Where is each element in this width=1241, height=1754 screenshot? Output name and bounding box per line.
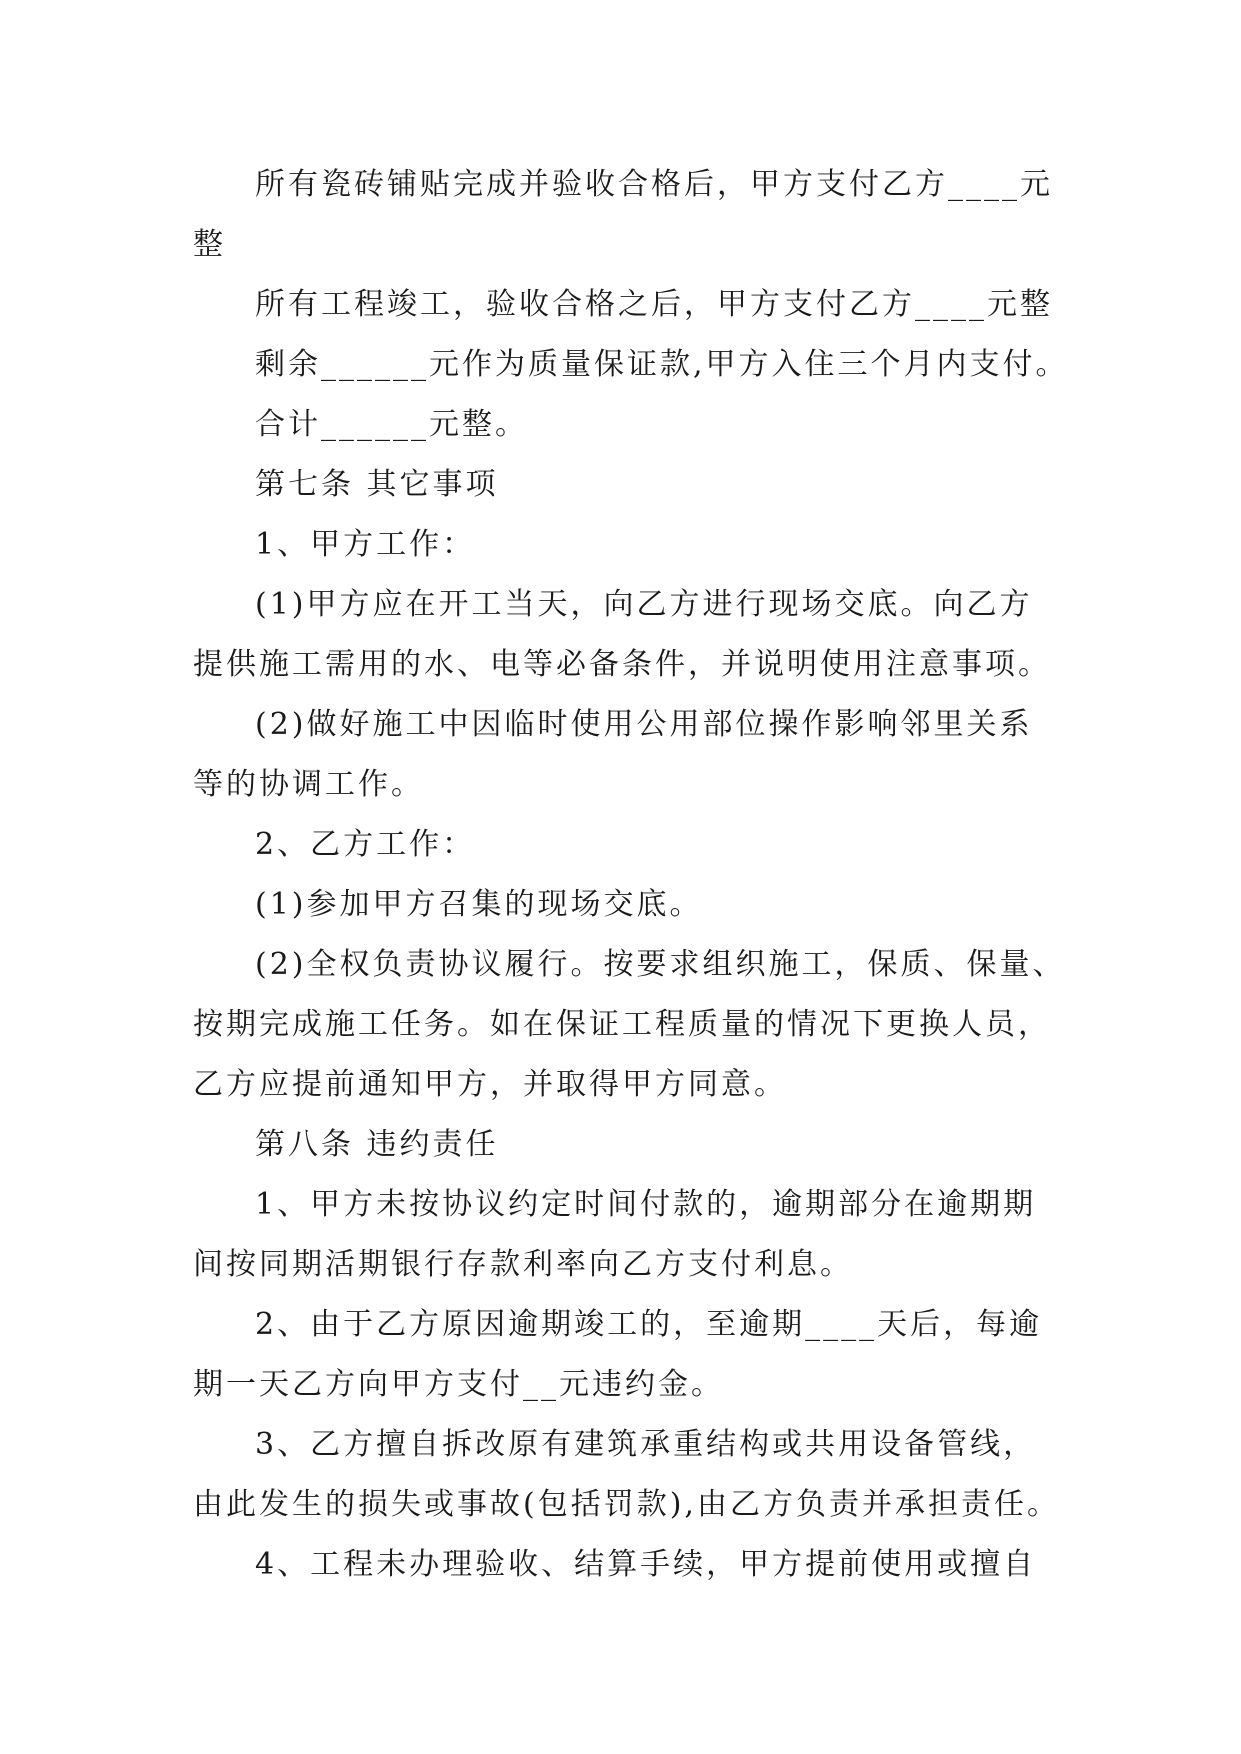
paragraph-line: 按期完成施工任务。如在保证工程质量的情况下更换人员， bbox=[193, 1007, 1051, 1042]
paragraph-line: 合计______元整。 bbox=[255, 407, 528, 442]
document-body bbox=[193, 160, 1069, 1600]
paragraph-line: 等的协调工作。 bbox=[193, 767, 424, 802]
paragraph-line: 乙方应提前通知甲方，并取得甲方同意。 bbox=[193, 1067, 787, 1102]
paragraph-line: (1)甲方应在开工当天，向乙方进行现场交底。向乙方 bbox=[255, 587, 1033, 622]
paragraph-line: 1、甲方未按协议约定时间付款的，逾期部分在逾期期 bbox=[255, 1187, 1037, 1222]
paragraph-line: 由此发生的损失或事故(包括罚款),由乙方负责并承担责任。 bbox=[193, 1487, 1060, 1522]
subsection-heading: 1、甲方工作： bbox=[255, 527, 476, 562]
paragraph-line: 提供施工需用的水、电等必备条件，并说明使用注意事项。 bbox=[193, 647, 1051, 682]
paragraph-line: 所有瓷砖铺贴完成并验收合格后，甲方支付乙方____元 bbox=[255, 167, 1053, 202]
paragraph-line: 整 bbox=[193, 227, 226, 262]
paragraph-line: 间按同期活期银行存款利率向乙方支付利息。 bbox=[193, 1247, 853, 1282]
paragraph-line: 剩余______元作为质量保证款,甲方入住三个月内支付。 bbox=[255, 347, 1069, 382]
section-heading: 第八条 违约责任 bbox=[255, 1127, 499, 1162]
paragraph-line: (2)全权负责协议履行。按要求组织施工，保质、保量、 bbox=[255, 947, 1066, 982]
paragraph-line: 2、由于乙方原因逾期竣工的，至逾期____天后，每逾 bbox=[255, 1307, 1043, 1342]
paragraph-line: (1)参加甲方召集的现场交底。 bbox=[255, 887, 703, 922]
paragraph-line: 3、乙方擅自拆改原有建筑承重结构或共用设备管线， bbox=[255, 1427, 1037, 1462]
paragraph-line: 期一天乙方向甲方支付__元违约金。 bbox=[193, 1367, 724, 1402]
paragraph-line: 所有工程竣工，验收合格之后，甲方支付乙方____元整 bbox=[255, 287, 1053, 322]
section-heading: 第七条 其它事项 bbox=[255, 467, 499, 502]
paragraph-line: (2)做好施工中因临时使用公用部位操作影响邻里关系 bbox=[255, 707, 1033, 742]
subsection-heading: 2、乙方工作： bbox=[255, 827, 476, 862]
paragraph-line: 4、工程未办理验收、结算手续，甲方提前使用或擅自 bbox=[255, 1547, 1037, 1582]
